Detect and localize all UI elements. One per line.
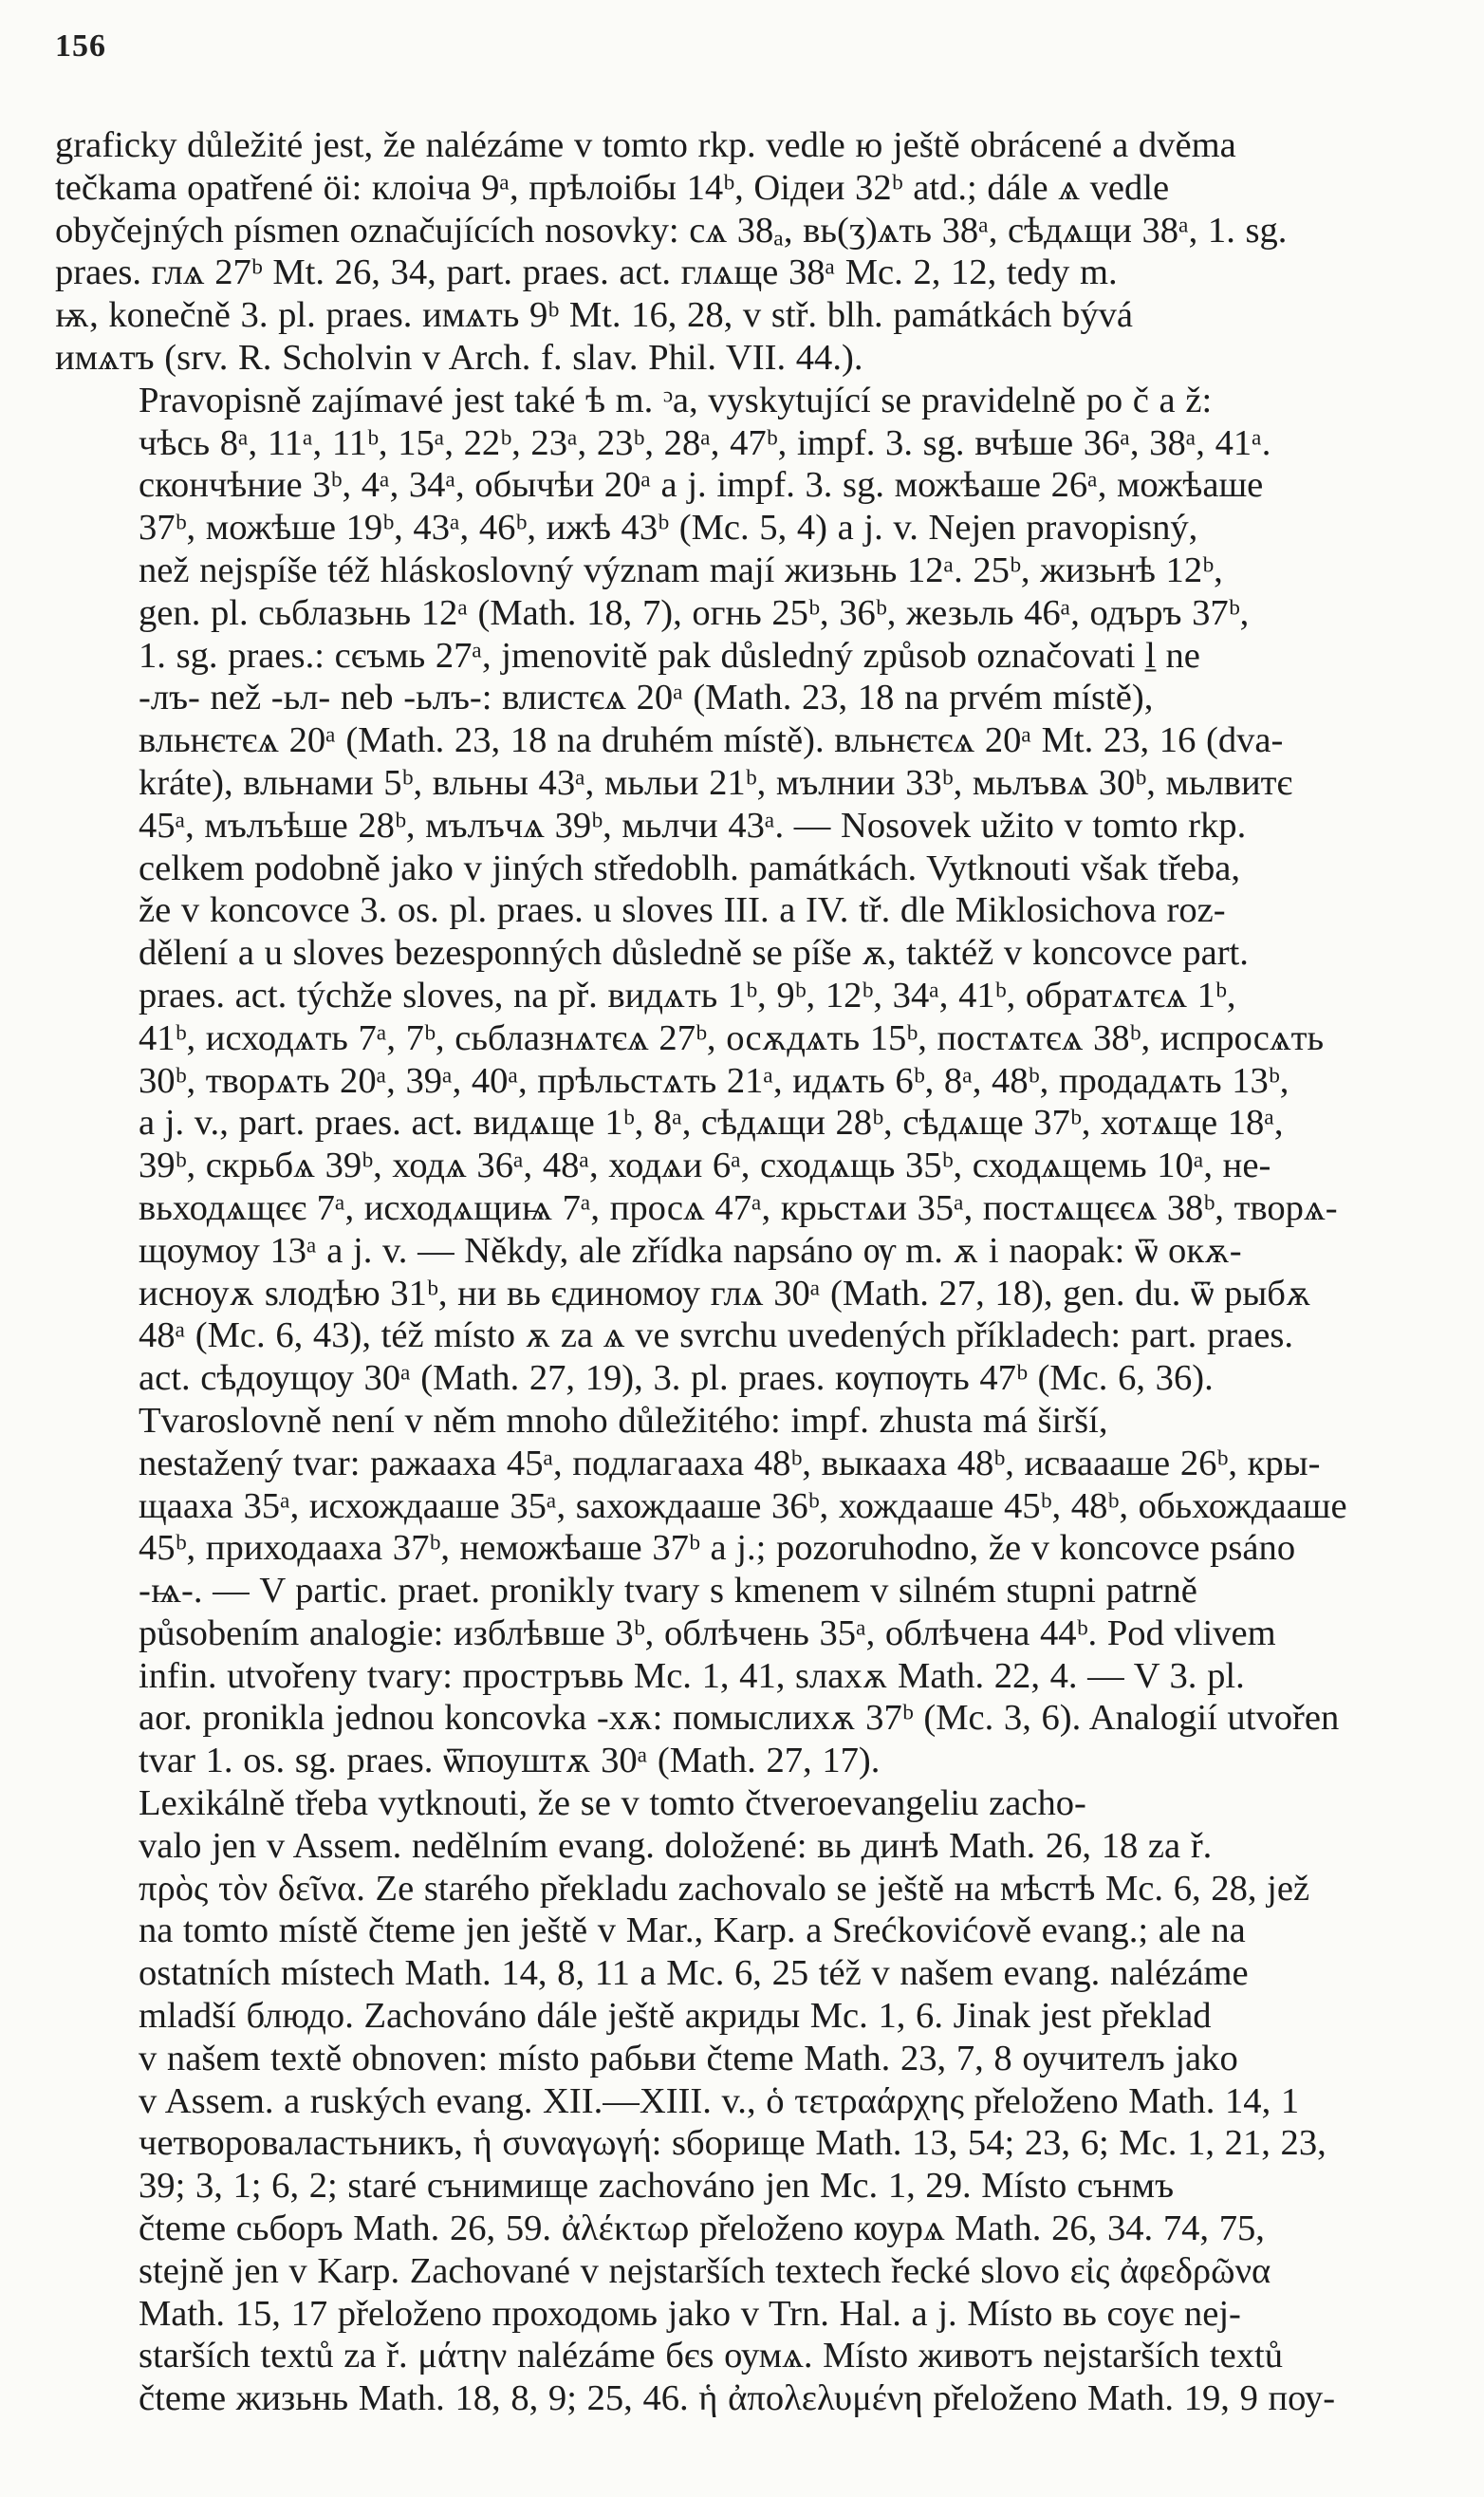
text-line: na tomto místě čteme jen ještě v Mar., Karp. a Srećkovićově evang.; ale na <box>139 1912 1246 1951</box>
document-page <box>55 28 1429 2423</box>
text-line: -лъ- než -ьл- neb -ьлъ-: влистєѧ 20ᵃ (Math. 23, 18 na prvém místě), <box>139 680 1154 718</box>
text-line: působením analogie: изблѣвше 3ᵇ, облѣчень 35ᵃ, облѣчена 44ᵇ. Pod vlivem <box>139 1614 1276 1653</box>
paragraph-p2 <box>55 382 1429 1403</box>
paragraph-p3 <box>55 1403 1429 1785</box>
paragraph-p1 <box>55 127 1429 382</box>
text-line: Lexikálně třeba vytknouti, že se v tomto čtveroevangeliu zacho- <box>139 1785 1086 1824</box>
text-line: stejně jen v Karp. Zachované v nejstarších textech řecké slovo εἰς ἀφεδρῶνα <box>139 2252 1271 2291</box>
text-line: praes. глѧ 27ᵇ Mt. 26, 34, part. praes. act. глѧще 38ᵃ Mc. 2, 12, tedy m. <box>55 254 1118 293</box>
text-line: скончѣние 3ᵇ, 4ᵃ, 34ᵃ, обычѣи 20ᵃ a j. impf. 3. sg. можѣаше 26ᵃ, можѣаше <box>139 467 1264 506</box>
text-line: než nejspíše též hláskoslovný význam mají жизьнь 12ᵃ. 25ᵇ, жизьнѣ 12ᵇ, <box>139 551 1223 590</box>
text-line: že v koncovce 3. os. pl. praes. u sloves III. a IV. tř. dle Miklosichova roz- <box>139 892 1226 931</box>
text-line: ѭ, konečně 3. pl. praes. имѧть 9ᵇ Mt. 16, 28, v stř. blh. památkách bývá <box>55 297 1134 336</box>
text-line: praes. act. týchže sloves, na př. видѧть 1ᵇ, 9ᵇ, 12ᵇ, 34ᵃ, 41ᵇ, обратѧтєѧ 1ᵇ, <box>139 977 1236 1016</box>
text-line: 45ᵃ, мълъѣше 28ᵇ, мълъчѧ 39ᵇ, мьлчи 43ᵃ. — Nosovek užito v tomto rkp. <box>139 807 1247 846</box>
text-line: имѧтъ (srv. R. Scholvin v Arch. f. slav. Phil. VII. 44.). <box>55 339 863 378</box>
text-line: 48ᵃ (Mc. 6, 43), též místo ѫ za ѧ ve svrchu uvedených příkladech: part. praes. <box>139 1317 1293 1356</box>
text-line: čteme сьборъ Math. 26, 59. ἀλέκτωρ přeloženo коурѧ Math. 26, 34. 74, 75, <box>139 2210 1265 2249</box>
text-line: kráte), вльнами 5ᵇ, вльны 43ᵃ, мьльи 21ᵇ, мълнии 33ᵇ, мьлъвѧ 30ᵇ, мьлвитє <box>139 764 1293 803</box>
text-line: tečkama opatřené ӧі: клоіча 9ᵃ, прѣлоібы 14ᵇ, Оідеи 32ᵇ atd.; dále ѧ vedle <box>55 169 1170 208</box>
text-line: ostatních místech Math. 14, 8, 11 a Mc. 6, 25 též v našem evang. nalézáme <box>139 1955 1249 1994</box>
text-line: щааха 35ᵃ, исхождааше 35ᵃ, ѕахождааше 36ᵇ, хождааше 45ᵇ, 48ᵇ, обьхождааше <box>139 1487 1347 1526</box>
text-line: dělení a u sloves bezesponných důsledně se píše ѫ, taktéž v koncovce part. <box>139 935 1249 974</box>
text-line: 1. sg. praes.: сєъмь 27ᵃ, jmenovitě pak důsledný způsob označovati ḻ ne <box>139 637 1200 676</box>
text-line: вьходѧщєє 7ᵃ, исходѧщиѩ 7ᵃ, просѧ 47ᵃ, крьстѧи 35ᵃ, постѧщєєѧ 38ᵇ, творѧ- <box>139 1189 1338 1228</box>
text-line: v Assem. a ruských evang. XII.—XIII. v., ὁ τετραάρχης přeloženo Math. 14, 1 <box>139 2082 1300 2121</box>
text-line: čteme жизьнь Math. 18, 8, 9; 25, 46. ἡ ἀπολελυμένη přeloženo Math. 19, 9 поу- <box>139 2380 1336 2419</box>
text-line: nestažený tvar: ражааха 45ᵃ, подлагааха 48ᵇ, выкааха 48ᵇ, исваааше 26ᵇ, кры- <box>139 1444 1321 1483</box>
text-line: tvar 1. os. sg. praes. ѿпоуштѫ 30ᵃ (Math. 27, 17). <box>139 1742 881 1781</box>
text-line: aor. pronikla jednou koncovka -хѫ: помыслихѫ 37ᵇ (Mc. 3, 6). Analogií utvořen <box>139 1700 1340 1739</box>
text-line: mladší блюдо. Zachováno dále ještě акриды Mc. 1, 6. Jinak jest překlad <box>139 1998 1212 2037</box>
text-line: чѣсь 8ᵃ, 11ᵃ, 11ᵇ, 15ᵃ, 22ᵇ, 23ᵃ, 23ᵇ, 28ᵃ, 47ᵇ, impf. 3. sg. вчѣше 36ᵃ, 38ᵃ, 41ᵃ. <box>139 424 1271 463</box>
text-line: -ѩ-. — V partic. praet. pronikly tvary s kmenem v silném stupni patrně <box>139 1573 1197 1612</box>
text-line: Math. 15, 17 přeloženo проходомь jako v Trn. Hal. a j. Místo вь соує nej- <box>139 2295 1241 2334</box>
text-line: четвороваластьникъ, ἡ συναγωγή: ѕборище Math. 13, 54; 23, 6; Mc. 1, 21, 23, <box>139 2125 1326 2164</box>
text-line: a j. v., part. praes. act. видѧще 1ᵇ, 8ᵃ, сѣдѧщи 28ᵇ, сѣдѧще 37ᵇ, хотѧще 18ᵃ, <box>139 1105 1284 1144</box>
paragraph-p4 <box>55 1785 1429 2423</box>
text-line: 41ᵇ, исходѧть 7ᵃ, 7ᵇ, сьблазнѧтєѧ 27ᵇ, осѫдѧть 15ᵇ, постѧтєѧ 38ᵇ, испросѧть <box>139 1019 1325 1058</box>
text-line: вльнєтєѧ 20ᵃ (Math. 23, 18 na druhém místě). вльнєтєѧ 20ᵃ Mt. 23, 16 (dva- <box>139 722 1284 761</box>
body-text <box>55 127 1429 2423</box>
text-line: πρὸς τὸν δεῖνα. Ze starého překladu zachovalo se ještě на мѣстѣ Mc. 6, 28, jež <box>139 1870 1310 1909</box>
text-line: gen. pl. сьблазьнь 12ᵃ (Math. 18, 7), огнь 25ᵇ, 36ᵇ, жезьль 46ᵃ, одъръ 37ᵇ, <box>139 594 1250 633</box>
text-line: valo jen v Assem. nedělním evang. doložené: вь динѣ Math. 26, 18 za ř. <box>139 1827 1213 1866</box>
text-line: 39ᵇ, скрьбѧ 39ᵇ, ходѧ 36ᵃ, 48ᵃ, ходѧи 6ᵃ, сходѧщь 35ᵇ, сходѧщемь 10ᵃ, не- <box>139 1147 1271 1186</box>
text-line: 45ᵇ, приходааха 37ᵇ, неможѣаше 37ᵇ a j.; pozoruhodno, že v koncovce psáno <box>139 1530 1296 1569</box>
text-line: 30ᵇ, творѧть 20ᵃ, 39ᵃ, 40ᵃ, прѣльстѧть 21ᵃ, идѧть 6ᵇ, 8ᵃ, 48ᵇ, продадѧть 13ᵇ, <box>139 1062 1289 1101</box>
text-line: Pravopisně zajímavé jest také ѣ m. ᵓa, vyskytující se pravidelně po č a ž: <box>139 382 1213 420</box>
text-line: v našem textě obnoven: místo рабьви čteme Math. 23, 7, 8 оучителъ jako <box>139 2040 1238 2078</box>
text-line: щоумоу 13ᵃ a j. v. — Někdy, ale zřídka napsáno ѹ m. ѫ i naopak: ѿ окѫ- <box>139 1232 1242 1271</box>
page-number: 156 <box>55 28 106 64</box>
text-line: graficky důležité jest, že nalézáme v tomto rkp. vedle ю ještě obrácené a dvěma <box>55 127 1236 165</box>
text-line: act. сѣдоущоу 30ᵃ (Math. 27, 19), 3. pl. praes. кѹпѹть 47ᵇ (Mc. 6, 36). <box>139 1360 1214 1399</box>
text-line: infin. utvořeny tvary: простръвь Mc. 1, 41, ѕлахѫ Math. 22, 4. — V 3. pl. <box>139 1657 1245 1696</box>
text-line: исноуѫ ѕлодѣю 31ᵇ, ни вь єдиномоу глѧ 30ᵃ (Math. 27, 18), gen. du. ѿ рыбѫ <box>139 1275 1311 1314</box>
text-line: 37ᵇ, можѣше 19ᵇ, 43ᵃ, 46ᵇ, ижѣ 43ᵇ (Mc. 5, 4) a j. v. Nejen pravopisný, <box>139 510 1198 549</box>
text-line: Tvaroslovně není v něm mnoho důležitého: impf. zhusta má širší, <box>139 1402 1108 1441</box>
text-line: obyčejných písmen označujících nosovky: сѧ 38ₐ, вь(ʒ)ѧть 38ᵃ, сѣдѧщи 38ᵃ, 1. sg. <box>55 212 1288 251</box>
text-line: celkem podobně jako v jiných středoblh. památkách. Vytknouti však třeba, <box>139 849 1241 888</box>
text-line: 39; 3, 1; 6, 2; staré сънимище zachováno jen Mc. 1, 29. Místo сънмъ <box>139 2168 1175 2207</box>
text-line: starších textů za ř. μάτην nalézáme бєѕ оумѧ. Místo животъ nejstarších textů <box>139 2338 1284 2376</box>
